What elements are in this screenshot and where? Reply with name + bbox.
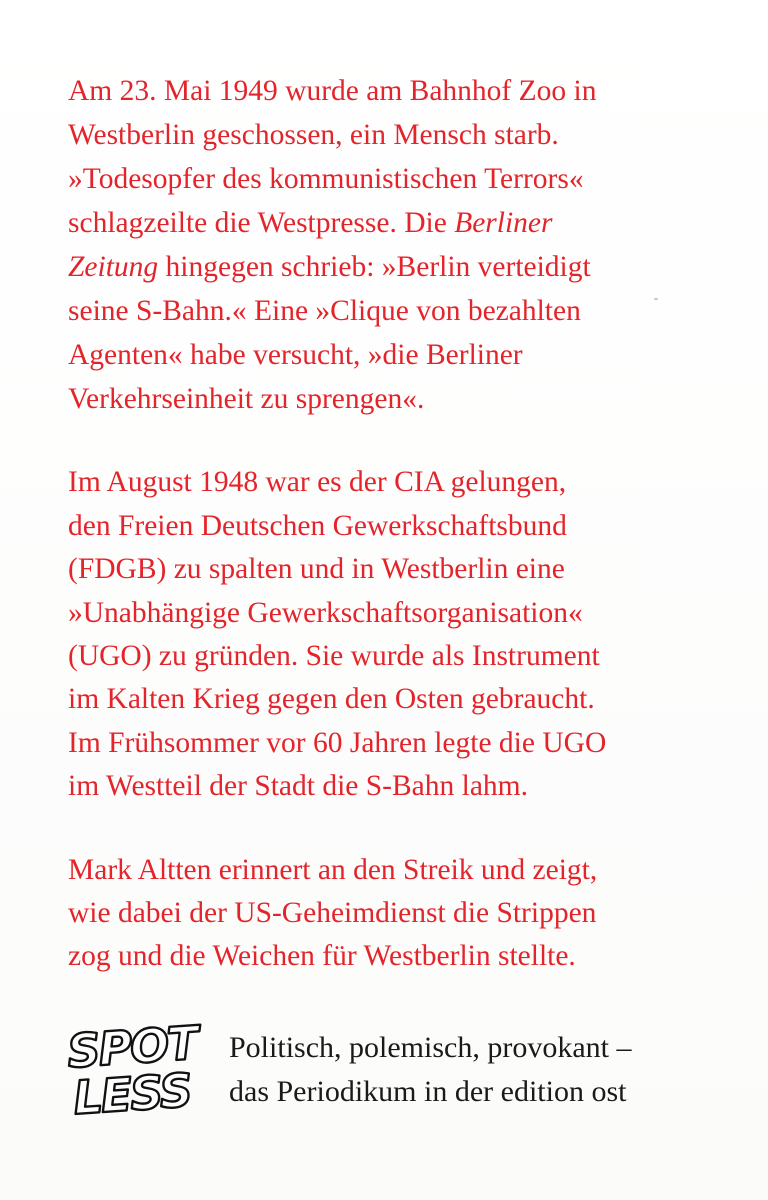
newspaper-title-part-1: Berliner	[454, 207, 553, 239]
paragraph-1-line-1: Am 23. Mai 1949 wurde am Bahnhof Zoo in	[68, 75, 597, 107]
paragraph-2-line-1: Im August 1948 war es der CIA gelungen,	[68, 466, 567, 498]
paragraph-2-line-3: (FDGB) zu spalten und in Westberlin eine	[68, 553, 565, 585]
tagline-line-1: Politisch, polemisch, provokant –	[229, 1031, 632, 1064]
paragraph-2-line-8: im Westteil der Stadt die S-Bahn lahm.	[68, 770, 529, 802]
spotless-logo-graphic	[62, 1018, 204, 1116]
paragraph-3-line-2: wie dabei der US-Geheimdienst die Strippen	[68, 897, 597, 929]
paragraph-2-line-2: den Freien Deutschen Gewerkschaftsbund	[68, 510, 567, 542]
print-speck	[654, 298, 658, 300]
line-text: schlagzeilte die Westpresse. Die	[68, 207, 455, 239]
paragraph-2-line-5: (UGO) zu gründen. Sie wurde als Instrument	[68, 640, 600, 672]
paragraph-1-line-7: Agenten« habe versucht, »die Berliner	[68, 339, 523, 371]
newspaper-title-part-2: Zeitung	[68, 251, 159, 283]
logo-text-top: SPOT	[65, 1018, 199, 1079]
logo-text-bottom: LESS	[71, 1062, 193, 1116]
tagline-line-2: das Periodikum in der edition ost	[229, 1075, 627, 1108]
paragraph-1-line-6: seine S-Bahn.« Eine »Clique von bezahlten	[68, 295, 581, 327]
paragraph-1-line-3: »Todesopfer des kommunistischen Terrors«	[68, 163, 584, 195]
paragraph-1-line-5	[68, 253, 591, 283]
spotless-logo	[62, 1018, 204, 1116]
paragraph-2-line-6: im Kalten Krieg gegen den Osten gebraucht.	[68, 683, 595, 715]
paragraph-3-line-3: zog und die Weichen für Westberlin stellte.	[68, 940, 576, 972]
paragraph-2-line-7: Im Frühsommer vor 60 Jahren legte die UGO	[68, 727, 607, 759]
paragraph-1-line-8: Verkehrseinheit zu sprengen«.	[68, 383, 425, 415]
paragraph-1-line-2: Westberlin geschossen, ein Mensch starb.	[68, 119, 559, 151]
line-text: hingegen schrieb: »Berlin verteidigt	[158, 251, 591, 283]
paragraph-1-line-4	[68, 209, 553, 239]
paragraph-3-line-1: Mark Altten erinnert an den Streik und zeigt,	[68, 854, 598, 886]
paragraph-2-line-4: »Unabhängige Gewerkschaftsorganisation«	[68, 597, 583, 629]
